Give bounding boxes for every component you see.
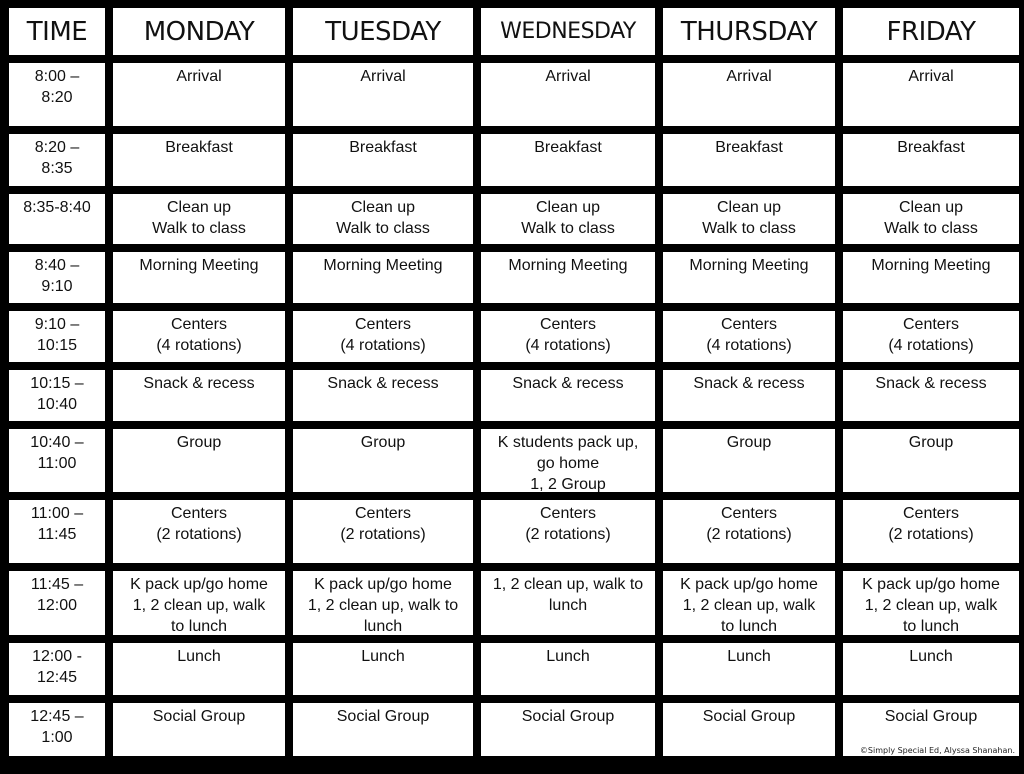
time-slot-cell (9, 370, 105, 421)
activity-cell-tuesday (293, 703, 473, 756)
activity-line: Group (360, 434, 406, 451)
time-slot-cell (9, 643, 105, 695)
activity-line: Breakfast (349, 139, 417, 156)
activity-line: go home (536, 455, 600, 472)
activity-line: Morning Meeting (139, 257, 259, 274)
activity-line: Centers (354, 505, 412, 522)
activity-cell-thursday (663, 252, 835, 303)
activity-line: Walk to class (884, 220, 978, 237)
activity-line: Snack & recess (327, 375, 439, 392)
time-slot-line: 11:00 (37, 455, 77, 472)
activity-line: Social Group (521, 708, 615, 725)
activity-cell-monday (113, 370, 285, 421)
activity-cell-thursday (663, 703, 835, 756)
activity-cell-friday (843, 63, 1019, 126)
time-slot-line: 10:40 – (30, 434, 84, 451)
time-slot-cell (9, 703, 105, 756)
header-wednesday: WEDNESDAY (481, 8, 655, 55)
activity-line: K pack up/go home (680, 576, 818, 593)
activity-line: Arrival (176, 68, 222, 85)
activity-cell-tuesday (293, 643, 473, 695)
activity-cell-thursday (663, 643, 835, 695)
activity-line: (4 rotations) (156, 337, 242, 354)
activity-cell-thursday (663, 134, 835, 186)
activity-line: (2 rotations) (525, 526, 611, 543)
activity-line: (4 rotations) (888, 337, 974, 354)
activity-line: 1, 2 clean up, walk to (307, 597, 459, 614)
activity-cell-wednesday (481, 571, 655, 635)
activity-line: Social Group (152, 708, 246, 725)
activity-line: Lunch (546, 648, 590, 665)
activity-cell-friday (843, 703, 1019, 756)
activity-line: K students pack up, (497, 434, 639, 451)
time-slot-cell (9, 311, 105, 362)
activity-line: 1, 2 clean up, walk (864, 597, 998, 614)
activity-line: Centers (720, 316, 778, 333)
activity-line: Arrival (908, 68, 954, 85)
activity-line: Social Group (884, 708, 978, 725)
time-slot-line: 11:45 – (30, 576, 84, 593)
activity-cell-wednesday (481, 311, 655, 362)
activity-line: 1, 2 clean up, walk (682, 597, 816, 614)
activity-line: Centers (902, 316, 960, 333)
time-slot-line: 10:15 – (30, 375, 84, 392)
activity-line: Walk to class (336, 220, 430, 237)
activity-cell-tuesday (293, 252, 473, 303)
header-time: TIME (9, 8, 105, 55)
activity-cell-monday (113, 252, 285, 303)
activity-cell-thursday (663, 194, 835, 244)
activity-cell-friday (843, 571, 1019, 635)
activity-cell-thursday (663, 571, 835, 635)
activity-cell-monday (113, 429, 285, 492)
time-slot-line: 8:20 (41, 89, 73, 106)
activity-cell-monday (113, 134, 285, 186)
time-slot-line: 8:35 (41, 160, 73, 177)
time-slot-cell (9, 252, 105, 303)
activity-cell-friday (843, 500, 1019, 563)
activity-cell-tuesday (293, 194, 473, 244)
activity-cell-wednesday (481, 429, 655, 492)
activity-line: Centers (539, 505, 597, 522)
activity-line: Arrival (726, 68, 772, 85)
activity-line: Centers (354, 316, 412, 333)
activity-line: K pack up/go home (130, 576, 268, 593)
header-monday: MONDAY (113, 8, 285, 55)
activity-line: (2 rotations) (706, 526, 792, 543)
time-slot-line: 11:45 (37, 526, 77, 543)
activity-cell-friday (843, 643, 1019, 695)
activity-cell-friday (843, 429, 1019, 492)
activity-line: Clean up (535, 199, 601, 216)
activity-cell-thursday (663, 500, 835, 563)
activity-line: Centers (720, 505, 778, 522)
activity-cell-thursday (663, 429, 835, 492)
header-friday: FRIDAY (843, 8, 1019, 55)
activity-line: Lunch (177, 648, 221, 665)
activity-cell-friday (843, 194, 1019, 244)
activity-line: Clean up (350, 199, 416, 216)
activity-cell-wednesday (481, 643, 655, 695)
activity-line: 1, 2 Group (530, 476, 606, 492)
copyright-credit: ©Simply Special Ed, Alyssa Shanahan. (859, 746, 1015, 755)
activity-cell-wednesday (481, 370, 655, 421)
activity-line: Social Group (336, 708, 430, 725)
activity-line: Clean up (898, 199, 964, 216)
activity-line: Lunch (727, 648, 771, 665)
header-tuesday: TUESDAY (293, 8, 473, 55)
activity-line: Arrival (360, 68, 406, 85)
time-slot-line: 12:00 (36, 597, 78, 614)
time-slot-line: 8:20 – (34, 139, 80, 156)
time-slot-line: 10:40 (36, 396, 78, 413)
activity-line: Morning Meeting (508, 257, 628, 274)
time-slot-cell (9, 134, 105, 186)
time-slot-line: 8:00 – (34, 68, 80, 85)
activity-cell-tuesday (293, 63, 473, 126)
activity-line: to lunch (902, 618, 960, 635)
activity-line: lunch (548, 597, 588, 614)
activity-cell-friday (843, 252, 1019, 303)
activity-line: (4 rotations) (340, 337, 426, 354)
time-slot-cell (9, 571, 105, 635)
time-slot-line: 12:45 (36, 669, 78, 686)
activity-line: Walk to class (702, 220, 796, 237)
activity-line: Walk to class (152, 220, 246, 237)
activity-cell-monday (113, 500, 285, 563)
time-slot-line: 11:00 – (30, 505, 84, 522)
time-slot-line: 8:40 – (34, 257, 80, 274)
activity-line: Breakfast (715, 139, 783, 156)
activity-line: Centers (539, 316, 597, 333)
activity-line: K pack up/go home (862, 576, 1000, 593)
activity-cell-thursday (663, 311, 835, 362)
time-slot-cell (9, 429, 105, 492)
activity-line: lunch (363, 618, 403, 635)
activity-line: (2 rotations) (340, 526, 426, 543)
activity-cell-monday (113, 703, 285, 756)
activity-cell-tuesday (293, 311, 473, 362)
activity-cell-monday (113, 194, 285, 244)
activity-line: to lunch (720, 618, 778, 635)
activity-line: to lunch (170, 618, 228, 635)
activity-cell-friday (843, 134, 1019, 186)
activity-line: Group (726, 434, 772, 451)
activity-cell-thursday (663, 370, 835, 421)
time-slot-line: 12:00 - (32, 648, 82, 665)
time-slot-line: 8:35-8:40 (23, 199, 91, 216)
activity-cell-tuesday (293, 134, 473, 186)
activity-line: Morning Meeting (871, 257, 991, 274)
activity-line: (2 rotations) (156, 526, 242, 543)
activity-line: Morning Meeting (689, 257, 809, 274)
activity-line: Morning Meeting (323, 257, 443, 274)
activity-cell-tuesday (293, 370, 473, 421)
activity-cell-wednesday (481, 703, 655, 756)
activity-line: Centers (170, 505, 228, 522)
activity-line: Lunch (361, 648, 405, 665)
activity-line: Lunch (909, 648, 953, 665)
activity-line: Clean up (716, 199, 782, 216)
activity-cell-friday (843, 370, 1019, 421)
activity-line: K pack up/go home (314, 576, 452, 593)
activity-cell-wednesday (481, 134, 655, 186)
time-slot-line: 1:00 (41, 729, 73, 746)
activity-cell-thursday (663, 63, 835, 126)
activity-line: Breakfast (534, 139, 602, 156)
activity-line: (4 rotations) (525, 337, 611, 354)
activity-line: (2 rotations) (888, 526, 974, 543)
activity-line: Walk to class (521, 220, 615, 237)
time-slot-cell (9, 500, 105, 563)
activity-line: Breakfast (897, 139, 965, 156)
activity-cell-wednesday (481, 63, 655, 126)
activity-line: Breakfast (165, 139, 233, 156)
activity-line: Snack & recess (143, 375, 255, 392)
time-slot-line: 9:10 – (34, 316, 80, 333)
activity-line: Social Group (702, 708, 796, 725)
activity-cell-wednesday (481, 252, 655, 303)
activity-line: (4 rotations) (706, 337, 792, 354)
activity-line: 1, 2 clean up, walk (132, 597, 266, 614)
activity-cell-monday (113, 63, 285, 126)
time-slot-cell (9, 194, 105, 244)
time-slot-line: 10:15 (36, 337, 78, 354)
header-thursday: THURSDAY (663, 8, 835, 55)
activity-line: Arrival (545, 68, 591, 85)
activity-cell-friday (843, 311, 1019, 362)
activity-cell-tuesday (293, 429, 473, 492)
activity-cell-wednesday (481, 500, 655, 563)
activity-cell-monday (113, 643, 285, 695)
activity-cell-monday (113, 571, 285, 635)
activity-cell-tuesday (293, 500, 473, 563)
activity-line: Snack & recess (693, 375, 805, 392)
activity-cell-tuesday (293, 571, 473, 635)
activity-line: Group (176, 434, 222, 451)
activity-line: Group (908, 434, 954, 451)
activity-line: Snack & recess (875, 375, 987, 392)
time-slot-line: 9:10 (41, 278, 73, 295)
activity-line: Snack & recess (512, 375, 624, 392)
activity-line: 1, 2 clean up, walk to (492, 576, 644, 593)
time-slot-cell (9, 63, 105, 126)
activity-cell-monday (113, 311, 285, 362)
time-slot-line: 12:45 – (30, 708, 84, 725)
activity-cell-wednesday (481, 194, 655, 244)
activity-line: Centers (902, 505, 960, 522)
activity-line: Centers (170, 316, 228, 333)
activity-line: Clean up (166, 199, 232, 216)
